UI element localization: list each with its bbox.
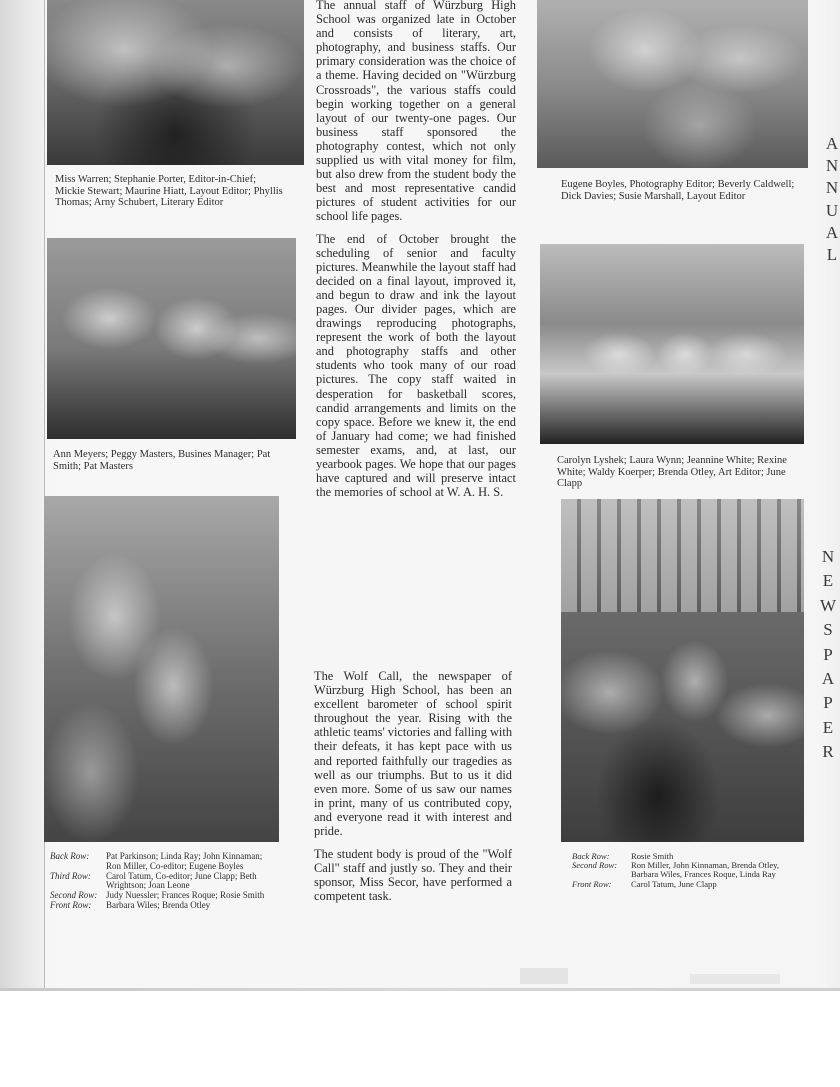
side-letter: A [825, 134, 839, 153]
side-letter: P [823, 693, 833, 713]
roster-names: Pat Parkinson; Linda Ray; John Kinnaman; Ron Miller, Co-editor; Eugene Boyles [106, 851, 263, 871]
copy-staff-photo [47, 238, 296, 439]
roster-names: Rosie Smith [631, 851, 674, 861]
roster-names: Ron Miller, John Kinnaman, Brenda Otley, Barbara Wiles, Frances Roque, Linda Ray [631, 860, 780, 880]
newspaper-printing-photo [561, 499, 804, 842]
roster-row [572, 861, 794, 879]
roster-names: Carol Tatum, June Clapp [631, 878, 717, 889]
newspaper-article-paragraph-1: The Wolf Call, the newspaper of Würzburg High School, has been an excellent barometer of school spirit throughout the year. Rising with the athletic teams' victories and falling with their defeats, it has kept pace with us and reported faithfully our tragedies as well as our triumphs. But to us it did even more. Some of us saw our names in print, many of us contributed copy, and everyone read it with interest and pride. [314, 669, 513, 839]
annual-article-paragraph-2: The end of October brought the scheduling of senior and faculty pictures. Meanwhile the layout staff had decided on a final layout, improved it, and begun to draw and ink the layout pages. Our divider pages, which are drawings reproducing photographs, represent the work of both the layout and photography staffs and other students who took many of our road pictures. The copy staff waited in desperation for basketball scores, candid arrangements and limits on the copy space. Before we knew it, the end of January had come; we had finished semester exams, and, at last, our yearbook pages. We hope that our pages have captured and will preserve intact the memories of school at W. A. H. S. [316, 231, 516, 500]
roster-names: Carol Tatum, Co-editor; June Clapp; Beth Wrightson; Joan Leone [106, 870, 257, 891]
side-letter: U [825, 200, 839, 220]
annual-article-paragraph-1: The annual staff of Würzburg High School was organized late in October and consists of literary, art, photography, and business staffs. Our primary consideration was the choice of a theme. Having decided on "Würzburg Crossroads", the various staffs could begin working together on a general layout of our twenty-one pages. Our business staff sponsored the photography contest, which not only supplied us with vital money for film, but also drew from the student body the best and most representative candid pictures of student activities for our school life pages. [316, 0, 516, 224]
roster-names: Judy Nuessler; Frances Roque; Rosie Smith [106, 890, 265, 901]
roster-row [50, 852, 278, 872]
photography-staff-caption: Eugene Boyles, Photography Editor; Beverly Caldwell; Dick Davies; Susie Marshall, Layout Editor [561, 179, 795, 202]
newspaper-article [314, 669, 512, 904]
side-letter: A [821, 669, 835, 689]
side-letter: P [823, 644, 833, 664]
side-letter: N [821, 547, 835, 566]
newspaper-group-photo [44, 496, 279, 842]
roster-label: Back Row: [50, 851, 90, 861]
side-letter: N [825, 178, 839, 198]
annual-article [316, 0, 516, 499]
newspaper-article-paragraph-2: The student body is proud of the "Wolf Call" staff and justly so. They and their sponsor, Miss Secor, have performed a competent task. [314, 847, 512, 904]
roster-label: Back Row: [572, 851, 610, 861]
roster-row [50, 872, 278, 892]
photo-shading [561, 612, 804, 842]
layout-staff-caption: Carolyn Lyshek; Laura Wynn; Jeannine White; Rexine White; Waldy Koerper; Brenda Otley, Art Editor; June Clapp [557, 455, 787, 489]
roster-names: Barbara Wiles; Brenda Otley [106, 899, 211, 910]
page-binding [0, 0, 44, 990]
scan-speck [520, 968, 568, 984]
page-bottom-edge [0, 988, 840, 991]
newspaper-side-label [816, 545, 840, 765]
side-letter: W [819, 595, 837, 615]
side-letter: R [822, 742, 834, 762]
roster-label: Second Row: [50, 890, 98, 901]
roster-row [50, 901, 278, 911]
photography-staff-photo [537, 0, 808, 168]
newspaper-group-roster [50, 852, 278, 911]
roster-label: Front Row: [572, 878, 612, 889]
side-letter: E [822, 717, 834, 737]
side-letter: L [826, 245, 838, 265]
side-letter: A [825, 222, 839, 242]
copy-staff-caption: Ann Meyers; Peggy Masters, Busines Manager; Pat Smith; Pat Masters [53, 449, 271, 472]
annual-staff-caption: Miss Warren; Stephanie Porter, Editor-in-Chief; Mickie Stewart; Maurine Hiatt, Layout Editor; Phyllis Thomas; Arny Schubert, Literary Editor [55, 174, 283, 208]
side-letter: E [822, 571, 834, 591]
newspaper-printing-roster [572, 852, 794, 889]
roster-label: Front Row: [50, 899, 92, 910]
layout-staff-photo [540, 244, 804, 444]
scan-speck [690, 974, 780, 984]
roster-label: Second Row: [572, 860, 618, 871]
side-letter: S [823, 620, 833, 640]
side-letter: N [825, 156, 839, 176]
annual-side-label [820, 133, 840, 266]
roster-row [572, 880, 794, 889]
annual-staff-photo [47, 0, 304, 165]
roster-label: Third Row: [50, 870, 91, 881]
